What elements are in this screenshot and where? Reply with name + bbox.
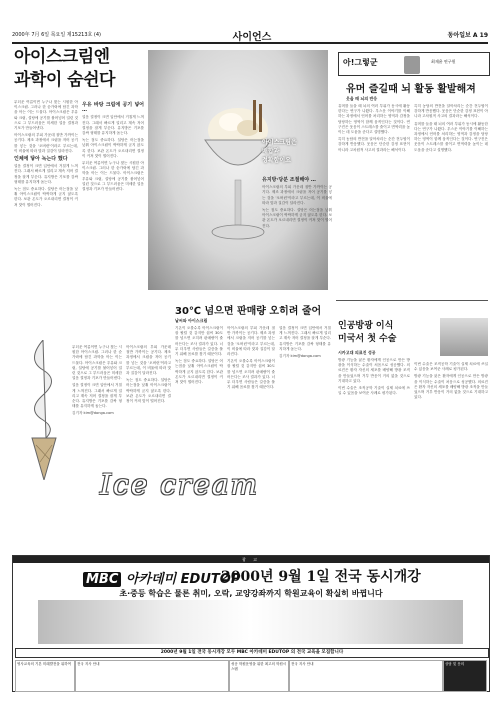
reporter: 김기자 kim@donga.com: [72, 411, 114, 416]
ad-subline: 초·중등 학습은 물론 취미, 오락, 교양강좌까지 학원교육이 확실히 바뀝니다: [119, 589, 383, 598]
article-column-4: [72, 345, 122, 465]
ice-cream-wordmark: Ice cream: [100, 468, 260, 501]
paragraph: 녹는 점도 중요하다. 설탕은 어는점을 낮춰 아이스크림이 딱딱하게 굳지 않도록 한다. 보관 온도가 오르내리면 결정이 커져 맛이 떨어진다.: [175, 359, 223, 385]
second-headline: 30℃ 넘으면 판매량 오히려 줄어: [175, 306, 322, 317]
paper-name: 동아일보 A 19: [447, 32, 488, 39]
paragraph: 얼음 결정이 크면 입안에서 거칠게 느껴진다. 그래서 빠르게 얼리고 계속 저어 결정을 잘게 부순다. 유지방은 기포를 감싸 형태를 유지하게 돕는다.: [279, 326, 331, 351]
main-headline: [14, 46, 134, 92]
article-column-1: [14, 100, 78, 335]
ad-foot-cell: 전국 지사 안내: [289, 660, 443, 692]
paragraph: 아이스크림의 부피 가운데 절반 가까이는 공기다. 제조 과정에서 크림을 저어 공기를 넣는 것을 '오버런'이라고 부르는데, 이 비율에 따라 맛과 질감이 달라진다.: [14, 133, 78, 153]
column-subhead: 웃을 때 뇌의 반응: [346, 96, 378, 101]
side-headline-line2: 미국서 첫 수술: [338, 334, 397, 344]
subhead: 인체에 닿아 녹는다 했다: [14, 156, 68, 163]
subhead: 우유 바탕 크림에 공기 넣어 …: [82, 102, 144, 114]
ad-logo: [83, 568, 240, 587]
article-column-5: [126, 345, 171, 465]
ad-footer: [15, 660, 487, 688]
paragraph: 이번 수술은 조직공학 기술이 실제 치료에 쓰일 수 있음을 보여준 사례로 평가된다.: [414, 362, 488, 372]
paragraph: 녹는 점도 중요하다. 설탕은 어는점을 낮춰 아이스크림이 딱딱하게 굳지 않도록 한다. 보관 온도가 오르내리면 결정이 커져 맛이 떨어진다.: [262, 208, 332, 228]
paragraph: 무더운 여름이면 누구나 찾는 시원한 아이스크림. 그러나 한 숟가락에 담긴 과학을 아는 이는 드물다. 아이스크림은 우유와 크림, 설탕에 공기를 불어넣어 얼린 것으로 그 부드러움은 미세한 얼음 결정과 기포가 만들어낸다.: [72, 345, 122, 381]
main-headline-line1: 아이스크림엔: [14, 47, 110, 67]
ad-headline: 2000년 9월 1일 전국 동시개강: [221, 569, 421, 585]
divider: [336, 300, 488, 301]
column-tag: 아!그렇군: [343, 58, 378, 67]
paragraph: 얼음 결정이 크면 입안에서 거칠게 느껴진다. 그래서 빠르게 얼리고 계속 저어 결정을 잘게 부순다. 유지방은 기포를 감싸 형태를 유지하게 돕는다.: [82, 115, 144, 136]
paragraph: 특히 농담의 반전을 알아차리는 순간 전두엽이 강하게 반응했다. 웃음은 단순한 감정 표현이 아니라 고차원적 사고의 결과라는 해석이다.: [414, 104, 488, 119]
column-text-2: [414, 104, 488, 294]
paragraph: 유머를 들을 때 뇌의 여러 부위가 동시에 활동한다는 연구가 나왔다. 우스운 이야기를 이해하는 과정에서 언어를 처리하는 영역과 감정을 담당하는 영역이 함께 움직인다는 것이다. 연구진은 웃음이 스트레스를 줄이고 면역력을 높이는 데 도움을 준다고 설명했다.: [338, 104, 410, 135]
photo-caption-line: 정확함이요: [262, 157, 291, 164]
column-headline: 유머 즐길때 뇌 활동 활발해져: [346, 84, 476, 95]
photo-caption-line: 배합과: [262, 148, 280, 155]
side-byline: 시카고대 의료진 성공: [338, 350, 376, 355]
main-headline-line2: 과학이 숨쉰다: [14, 70, 115, 90]
mbc-logo-icon: MBC: [83, 572, 121, 587]
side-article-photo: [440, 318, 488, 356]
second-byline: 날씨와 아이스크림: [175, 318, 208, 323]
paragraph: 녹는 점도 중요하다. 설탕은 어는점을 낮춰 아이스크림이 딱딱하게 굳지 않도록 한다. 보관 온도가 오르내리면 결정이 커져 맛이 떨어진다.: [14, 187, 78, 207]
side-headline-line1: 인공방광 이식: [338, 321, 394, 331]
paragraph: 아이스크림의 부피 가운데 절반 가까이는 공기다. 제조 과정에서 크림을 저어 공기를 넣는 것을 '오버런'이라고 부르는데, 이 비율에 따라 맛과 질감이 달라진다.: [227, 326, 275, 357]
second-column-3: [279, 326, 331, 466]
photo-caption: [262, 138, 322, 165]
section-title: 사이언스: [232, 32, 272, 43]
paragraph: 무더운 여름이면 누구나 찾는 시원한 아이스크림. 그러나 한 숟가락에 담긴 과학을 아는 이는 드물다. 아이스크림은 우유와 크림, 설탕에 공기를 불어넣어 얼린 것으로 그 부드러움은 미세한 얼음 결정과 기포가 만들어낸다.: [82, 161, 144, 192]
article-column-2: [82, 100, 144, 335]
second-column-2: [227, 326, 275, 466]
paragraph: 방광 기능을 잃은 환자에게 인공으로 만든 방광을 이식하는 수술이 처음으로 성공했다. 의료진은 환자 자신의 세포를 배양해 방광 조직을 만들었으며 거부 반응이 거의 없을 것으로 기대하고 있다.: [338, 358, 410, 383]
paragraph: 기온이 오를수록 아이스크림이 잘 팔릴 것 같지만 섭씨 30도를 넘으면 오히려 판매량이 줄어든다는 조사 결과가 있다. 너무 더우면 사람들은 갈증을 풀기 위해 음료를 찾기 때문이다.: [175, 326, 223, 357]
ad-strip: 2000년 9월 1일 전국 동시개강 모두 MBC 아카데미 EDUTOP 의 전국 교육을 모집합니다: [15, 648, 489, 658]
paragraph: 얼음 결정이 크면 입안에서 거칠게 느껴진다. 그래서 빠르게 얼리고 계속 저어 결정을 잘게 부순다. 유지방은 기포를 감싸 형태를 유지하게 돕는다.: [14, 164, 78, 184]
date-line: 2000年 7月 6일 목요일 제15213호 (4): [12, 32, 102, 38]
paragraph: 녹는 점도 중요하다. 설탕은 어는점을 낮춰 아이스크림이 딱딱하게 굳지 않도록 한다. 보관 온도가 오르내리면 결정이 커져 맛이 떨어진다.: [126, 378, 171, 404]
ad-foot-cell: 성공 학원운영을 위한 최고의 학원시스템: [229, 660, 289, 692]
paragraph: 기온이 오를수록 아이스크림이 잘 팔릴 것 같지만 섭씨 30도를 넘으면 오히려 판매량이 줄어든다는 조사 결과가 있다. 너무 더우면 사람들은 갈증을 풀기 위해 음료를 찾기 때문이다.: [227, 359, 275, 390]
ad-foot-cell: 영사교육의 기본 미래발전을 위하여: [15, 660, 75, 692]
subhead: 유지방·당분 조절해야 …: [262, 177, 316, 183]
writer-avatar: [404, 56, 420, 74]
column-writer: 최재윤 연구원: [431, 59, 456, 64]
paragraph: 아이스크림의 부피 가운데 절반 가까이는 공기다. 제조 과정에서 크림을 저어 공기를 넣는 것을 '오버런'이라고 부르는데, 이 비율에 따라 맛과 질감이 달라진다.: [126, 345, 171, 376]
paragraph: 방광 기능을 잃은 환자에게 인공으로 만든 방광을 이식하는 수술이 처음으로 성공했다. 의료진은 환자 자신의 세포를 배양해 방광 조직을 만들었으며 거부 반응이 거의 없을 것으로 기대하고 있다.: [414, 374, 488, 400]
paragraph: 특히 농담의 반전을 알아차리는 순간 전두엽이 강하게 반응했다. 웃음은 단순한 감정 표현이 아니라 고차원적 사고의 결과라는 해석이다.: [338, 137, 410, 152]
article-column-3: [262, 175, 332, 300]
paragraph: 얼음 결정이 크면 입안에서 거칠게 느껴진다. 그래서 빠르게 얼리고 계속 저어 결정을 잘게 부순다. 유지방은 기포를 감싸 형태를 유지하게 돕는다.: [72, 383, 122, 409]
side-text-1: [338, 358, 410, 528]
ad-banner-image: [38, 600, 463, 644]
ad-foot-cell: 전국 지사 안내: [75, 660, 229, 692]
photo-caption-line: 아이스크림은: [262, 139, 297, 146]
page-header: [12, 28, 488, 44]
paragraph: 아이스크림의 부피 가운데 절반 가까이는 공기다. 제조 과정에서 크림을 저어 공기를 넣는 것을 '오버런'이라고 부르는데, 이 비율에 따라 맛과 질감이 달라진다.: [262, 185, 332, 205]
paragraph: 무더운 여름이면 누구나 찾는 시원한 아이스크림. 그러나 한 숟가락에 담긴 과학을 아는 이는 드물다. 아이스크림은 우유와 크림, 설탕에 공기를 불어넣어 얼린 것으로 그 부드러움은 미세한 얼음 결정과 기포가 만들어낸다.: [14, 100, 78, 131]
ad-brand-text: 아카데미 EDUTOP: [125, 572, 241, 587]
reporter: 김기자 kim@donga.com: [279, 354, 321, 359]
second-column-1: [175, 326, 223, 466]
ice-cream-cone-icon: [16, 340, 71, 480]
paragraph: 유머를 들을 때 뇌의 여러 부위가 동시에 활동한다는 연구가 나왔다. 우스운 이야기를 이해하는 과정에서 언어를 처리하는 영역과 감정을 담당하는 영역이 함께 움직인다는 것이다. 연구진은 웃음이 스트레스를 줄이고 면역력을 높이는 데 도움을 준다고 설명했다.: [414, 121, 488, 152]
paragraph: 이번 수술은 조직공학 기술이 실제 치료에 쓰일 수 있음을 보여준 사례로 평가된다.: [338, 386, 410, 396]
ad-top-bar: 광 고: [13, 556, 489, 563]
advertisement[interactable]: [12, 555, 490, 692]
side-text-2: [414, 362, 488, 528]
paragraph: 녹는 점도 중요하다. 설탕은 어는점을 낮춰 아이스크림이 딱딱하게 굳지 않도록 한다. 보관 온도가 오르내리면 결정이 커져 맛이 떨어진다.: [82, 138, 144, 158]
ad-contact-cell: 상담 및 문의: [443, 660, 487, 692]
column-text-1: [338, 104, 410, 294]
